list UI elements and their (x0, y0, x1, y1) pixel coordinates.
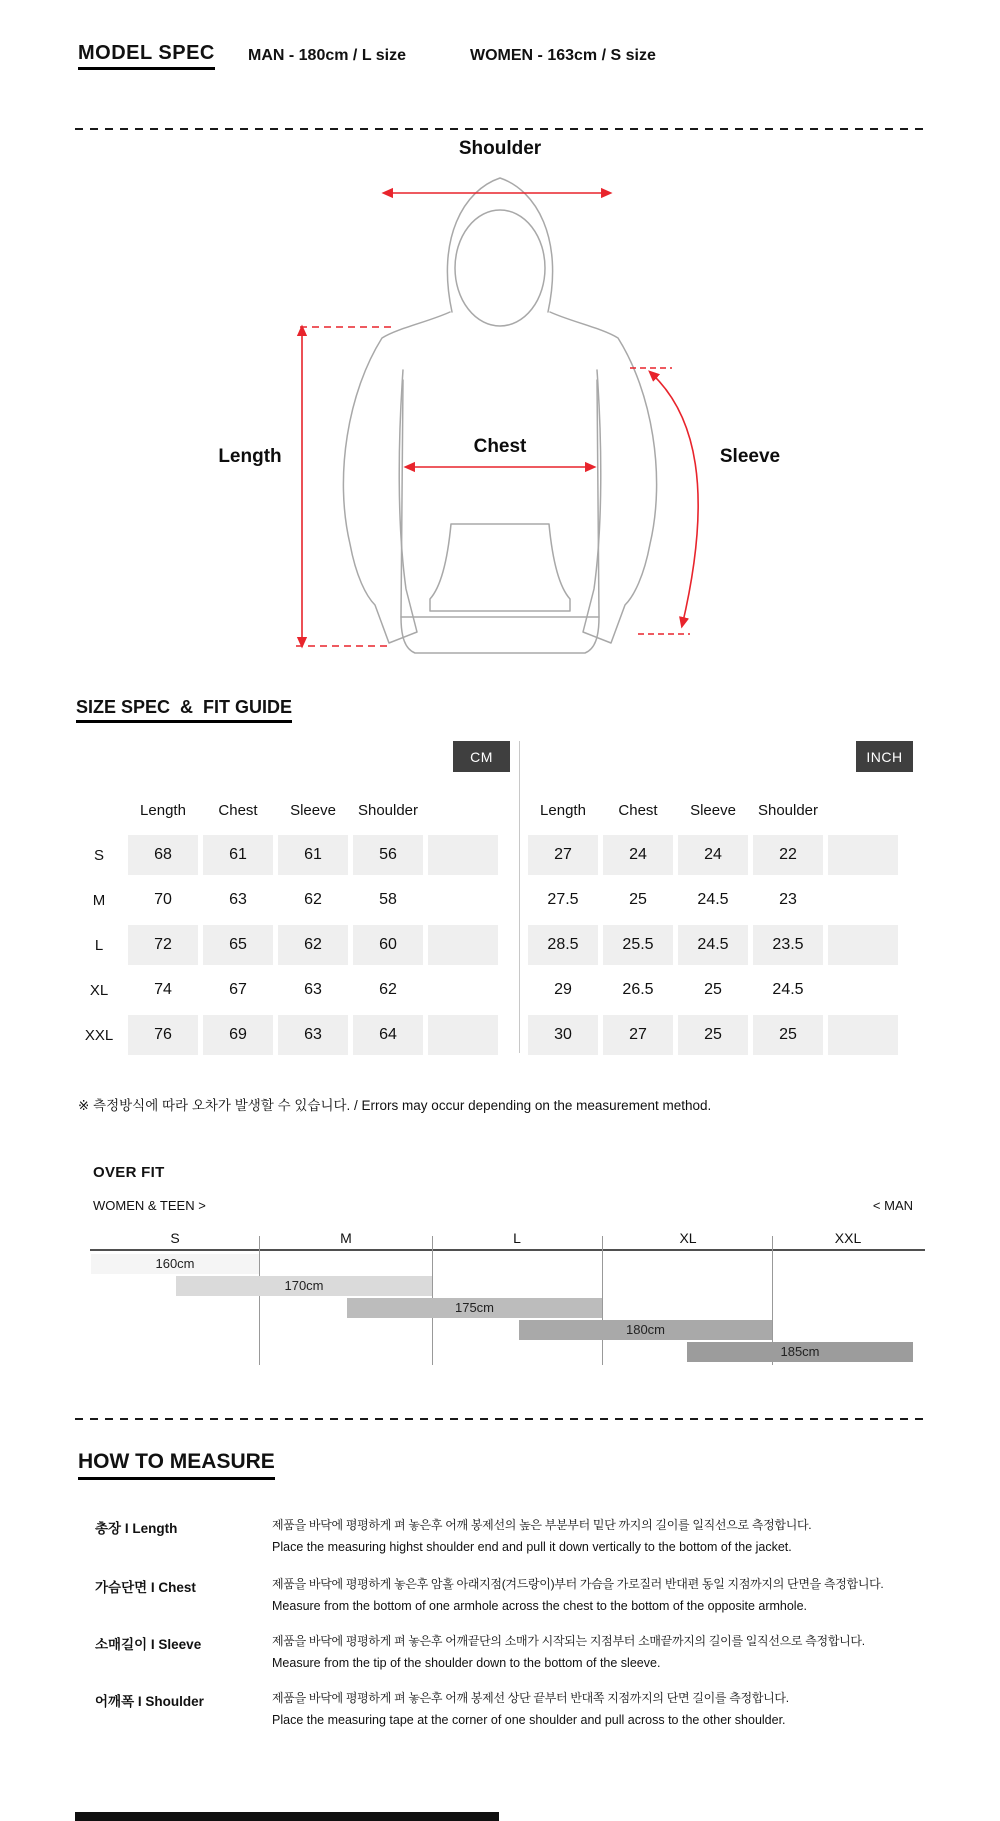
measure-desc-ko: 제품을 바닥에 평평하게 놓은후 암홀 아래지점(겨드랑이)부터 가슴을 가로질러 반대편 동일 지점까지의 단면을 측정합니다. (272, 1577, 884, 1591)
value-cell: 25 (629, 891, 647, 908)
value-cell: 74 (154, 981, 172, 998)
value-cell: 28.5 (528, 925, 598, 965)
value-cell: 61 (278, 835, 348, 875)
fit-bar: 180cm (519, 1320, 772, 1340)
value-cell: 26.5 (622, 981, 654, 998)
value-cell: 64 (353, 1015, 423, 1055)
size-label: XXL (84, 1026, 114, 1044)
value-cell: 29 (554, 981, 572, 998)
column-header: Length (540, 801, 586, 819)
value-cell: 24.5 (678, 925, 748, 965)
measure-label: 어깨폭 I Shoulder (95, 1694, 204, 1709)
waistband-outline (401, 617, 599, 653)
value-cell: 27 (603, 1015, 673, 1055)
fit-bar: 160cm (91, 1254, 259, 1274)
column-header: Sleeve (290, 801, 336, 819)
value-cell: 67 (229, 981, 247, 998)
value-cell-empty (828, 925, 898, 965)
measure-desc-en: Place the measuring tape at the corner of one shoulder and pull across to the other shoulder. (272, 1713, 786, 1727)
value-cell-empty (428, 835, 498, 875)
value-cell: 72 (128, 925, 198, 965)
value-cell: 27.5 (547, 891, 579, 908)
fit-size-label: L (513, 1230, 521, 1246)
sleeve-arrow (650, 372, 698, 626)
value-cell: 23 (779, 891, 797, 908)
column-header: Shoulder (357, 801, 419, 819)
next-section-edge (75, 1812, 499, 1821)
dashed-divider-top (75, 128, 925, 130)
fit-size-label: M (340, 1230, 352, 1246)
size-table-cm (75, 790, 498, 1060)
hood-opening (455, 210, 545, 326)
size-table-inch (528, 790, 898, 1060)
table-row (528, 1015, 898, 1055)
table-header-row (75, 790, 498, 830)
measure-row-shoulder (95, 1689, 960, 1727)
hoodie-measurement-diagram (150, 140, 850, 680)
size-label: S (93, 846, 104, 864)
sleeve-measure-label: Sleeve (719, 446, 781, 467)
fit-bar: 170cm (176, 1276, 432, 1296)
model-spec-man: MAN - 180cm / L size (248, 47, 406, 64)
measure-desc-ko: 제품을 바닥에 평평하게 펴 놓은후 어깨끝단의 소매가 시작되는 지점부터 소매끝까지의 길이를 일직선으로 측정합니다. (272, 1634, 865, 1648)
value-cell-empty (428, 1015, 498, 1055)
measure-desc-ko: 제품을 바닥에 평평하게 펴 놓은후 어깨 봉제선 상단 끝부터 반대쪽 지점까지의 단면 길이를 측정합니다. (272, 1691, 789, 1705)
model-spec-title: MODEL SPEC (78, 42, 215, 70)
column-header: Length (140, 801, 186, 819)
value-cell: 61 (203, 835, 273, 875)
column-header: Sleeve (690, 801, 736, 819)
value-cell: 27 (528, 835, 598, 875)
value-cell: 24.5 (772, 981, 804, 998)
value-cell: 24 (603, 835, 673, 875)
value-cell-empty (828, 1015, 898, 1055)
column-header: Chest (218, 801, 258, 819)
fit-bar: 175cm (347, 1298, 602, 1318)
model-spec-women: WOMEN - 163cm / S size (470, 47, 656, 64)
fit-size-label: XXL (834, 1230, 862, 1246)
fit-bar: 185cm (687, 1342, 913, 1362)
fit-chart-tick-line (259, 1236, 260, 1365)
column-header-empty (828, 790, 898, 830)
value-cell-empty (828, 835, 898, 875)
measurement-note: ※ 측정방식에 따라 오차가 발생할 수 있습니다. / Errors may occur depending on the measurement method. (78, 1098, 712, 1113)
sleeve-guide-dashes (630, 368, 690, 634)
table-row (75, 835, 498, 875)
value-cell: 63 (304, 981, 322, 998)
women-teen-label: WOMEN & TEEN > (93, 1198, 206, 1213)
over-fit-title: OVER FIT (93, 1164, 165, 1181)
value-cell: 65 (203, 925, 273, 965)
dashed-divider-bottom (75, 1418, 925, 1420)
value-cell: 25 (753, 1015, 823, 1055)
value-cell-empty (428, 880, 498, 920)
table-row (75, 880, 498, 920)
value-cell: 25 (678, 1015, 748, 1055)
value-cell: 23.5 (753, 925, 823, 965)
table-row (528, 970, 898, 1010)
measure-desc-en: Place the measuring highst shoulder end and pull it down vertically to the bottom of the jacket. (272, 1540, 792, 1554)
measure-row-length (95, 1516, 960, 1554)
table-row (75, 1015, 498, 1055)
table-row (528, 835, 898, 875)
measure-label: 가슴단면 I Chest (95, 1580, 196, 1595)
fit-size-label: XL (679, 1230, 697, 1246)
chest-measure-label: Chest (473, 436, 527, 457)
man-label: < MAN (872, 1198, 913, 1213)
value-cell: 60 (353, 925, 423, 965)
value-cell: 70 (154, 891, 172, 908)
table-divider (519, 741, 520, 1053)
value-cell: 76 (128, 1015, 198, 1055)
shoulder-measure-label: Shoulder (458, 138, 542, 159)
value-cell: 58 (379, 891, 397, 908)
table-row (528, 880, 898, 920)
value-cell: 69 (203, 1015, 273, 1055)
length-measure-label: Length (218, 446, 282, 467)
torso-outline (401, 380, 599, 617)
value-cell-empty (828, 970, 898, 1010)
measure-desc-en: Measure from the bottom of one armhole across the chest to the bottom of the opposite armhole. (272, 1599, 808, 1613)
value-cell: 22 (753, 835, 823, 875)
table-row (75, 925, 498, 965)
column-header: Chest (618, 801, 658, 819)
value-cell: 25 (704, 981, 722, 998)
value-cell: 24 (678, 835, 748, 875)
table-row (528, 925, 898, 965)
fit-chart-axis-line (90, 1249, 925, 1251)
value-cell: 62 (304, 891, 322, 908)
value-cell: 68 (128, 835, 198, 875)
value-cell: 63 (229, 891, 247, 908)
measure-row-sleeve (95, 1632, 960, 1670)
fit-size-label: S (170, 1230, 180, 1246)
value-cell: 25.5 (603, 925, 673, 965)
value-cell: 30 (528, 1015, 598, 1055)
column-header: Shoulder (757, 801, 819, 819)
measure-desc-en: Measure from the tip of the shoulder down to the bottom of the sleeve. (272, 1656, 661, 1670)
cm-unit-badge: CM (453, 741, 510, 772)
value-cell-empty (428, 925, 498, 965)
value-cell: 56 (353, 835, 423, 875)
size-label: M (92, 891, 106, 909)
table-row (75, 970, 498, 1010)
value-cell-empty (428, 970, 498, 1010)
value-cell-empty (828, 880, 898, 920)
size-spec-heading: SIZE SPEC & FIT GUIDE (76, 697, 292, 723)
corner-cell (75, 790, 123, 830)
measure-label: 총장 I Length (95, 1521, 178, 1536)
table-header-row (528, 790, 898, 830)
pocket-outline (430, 524, 570, 611)
measure-label: 소매길이 I Sleeve (95, 1637, 202, 1652)
measure-desc-ko: 제품을 바닥에 평평하게 펴 놓은후 어깨 봉제선의 높은 부분부터 밑단 까지의 길이를 일직선으로 측정합니다. (272, 1518, 812, 1532)
value-cell: 63 (278, 1015, 348, 1055)
hood-outline (447, 178, 552, 312)
measure-row-chest (95, 1575, 960, 1613)
size-label: XL (89, 981, 109, 999)
value-cell: 24.5 (697, 891, 729, 908)
length-guide-dashes (296, 327, 396, 646)
value-cell: 62 (278, 925, 348, 965)
how-to-measure-heading: HOW TO MEASURE (78, 1450, 275, 1480)
value-cell: 62 (379, 981, 397, 998)
fit-chart-tick-line (602, 1236, 603, 1365)
size-label: L (94, 936, 104, 954)
column-header-empty (428, 790, 498, 830)
inch-unit-badge: INCH (856, 741, 913, 772)
